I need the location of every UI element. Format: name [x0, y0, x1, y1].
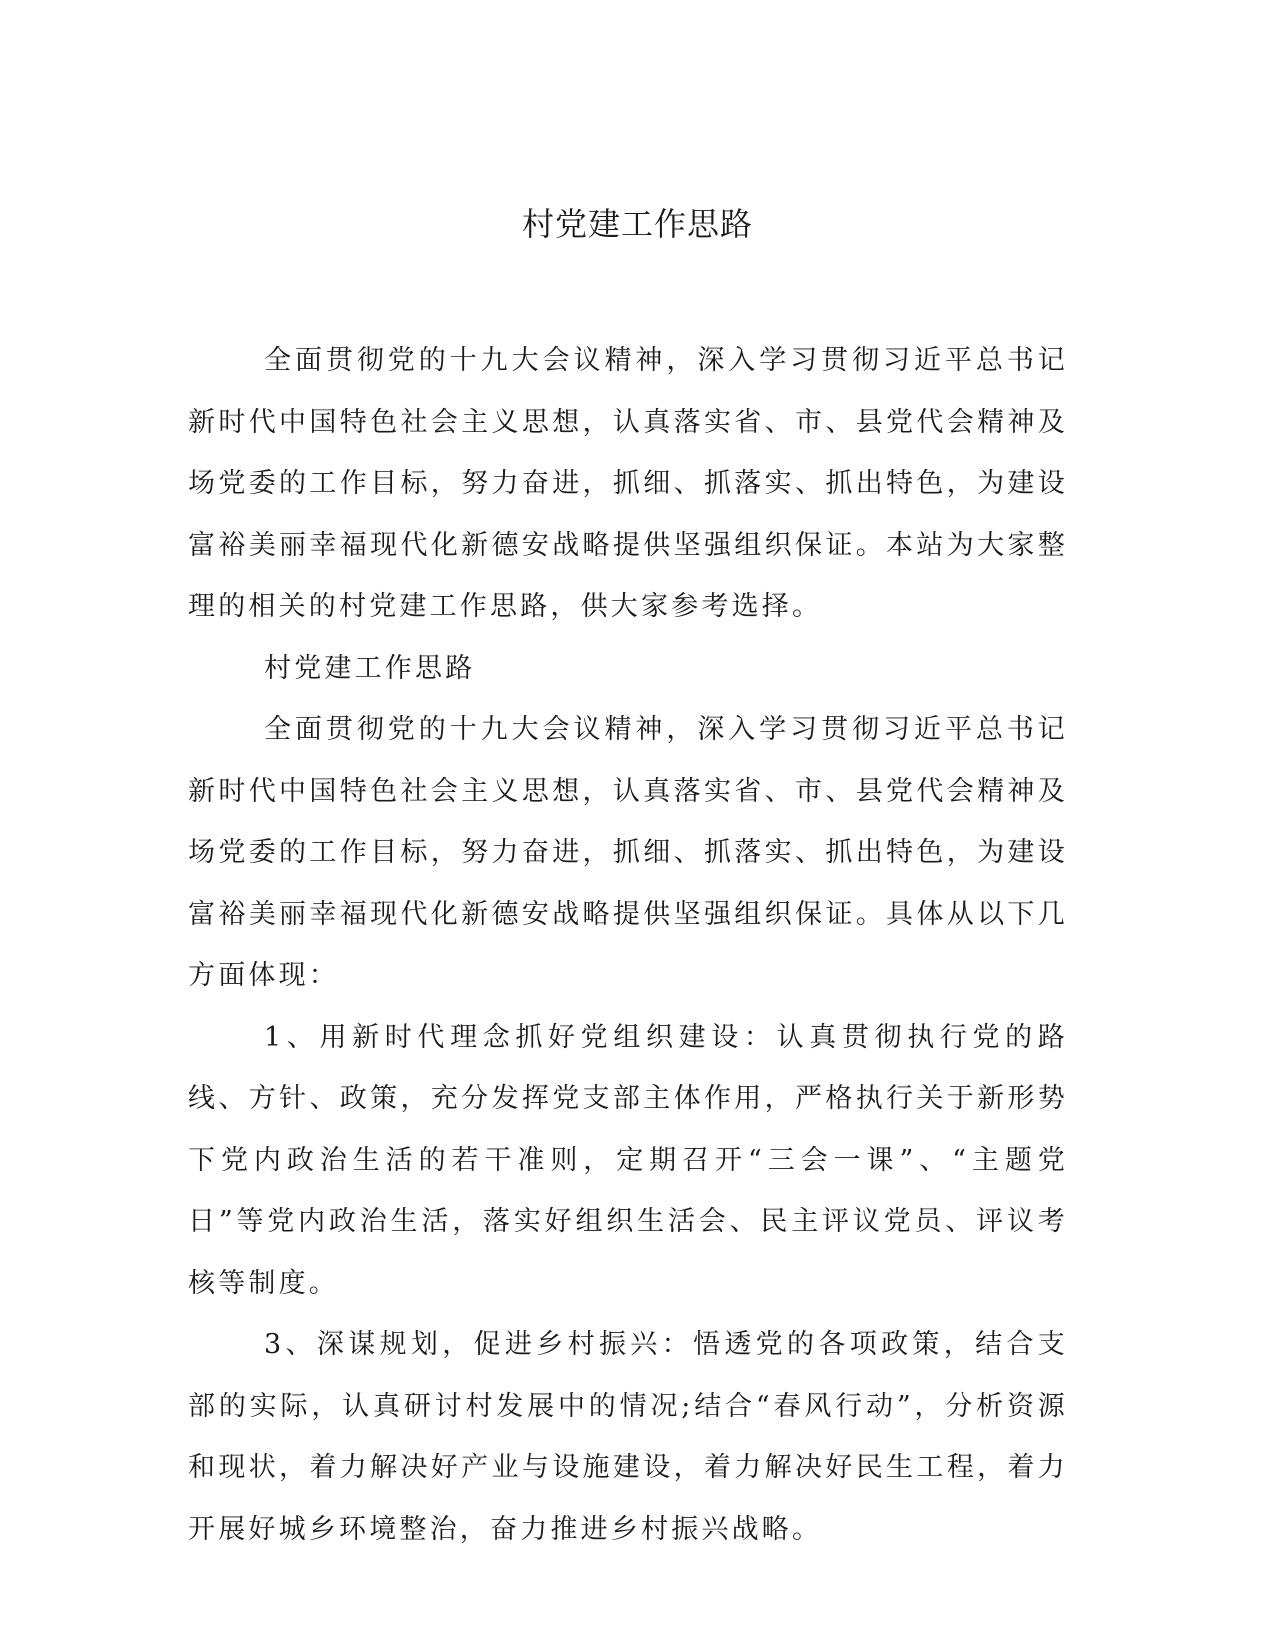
document-body	[188, 330, 1068, 1560]
point-3-paragraph: 3、深谋规划，促进乡村振兴：悟透党的各项政策，结合支部的实际，认真研讨村发展中的情况;结合“春风行动”，分析资源和现状，着力解决好产业与设施建设，着力解决好民生工程，着力开展好城乡环境整治，奋力推进乡村振兴战略。	[188, 1329, 1068, 1545]
point-1-paragraph: 1、用新时代理念抓好党组织建设：认真贯彻执行党的路线、方针、政策，充分发挥党支部主体作用，严格执行关于新形势下党内政治生活的若干准则，定期召开“三会一课”、“主题党日”等党内政治生活，落实好组织生活会、民主评议党员、评议考核等制度。	[188, 1021, 1068, 1299]
body-paragraph: 全面贯彻党的十九大会议精神，深入学习贯彻习近平总书记新时代中国特色社会主义思想，认真落实省、市、县党代会精神及场党委的工作目标，努力奋进，抓细、抓落实、抓出特色，为建设富裕美丽幸福现代化新德安战略提供坚强组织保证。具体从以下几方面体现：	[188, 714, 1068, 991]
document-title: 村党建工作思路	[521, 205, 753, 243]
intro-paragraph: 全面贯彻党的十九大会议精神，深入学习贯彻习近平总书记新时代中国特色社会主义思想，认真落实省、市、县党代会精神及场党委的工作目标，努力奋进，抓细、抓落实、抓出特色，为建设富裕美丽幸福现代化新德安战略提供坚强组织保证。本站为大家整理的相关的村党建工作思路，供大家参考选择。	[188, 345, 1068, 622]
section-heading: 村党建工作思路	[264, 652, 476, 684]
